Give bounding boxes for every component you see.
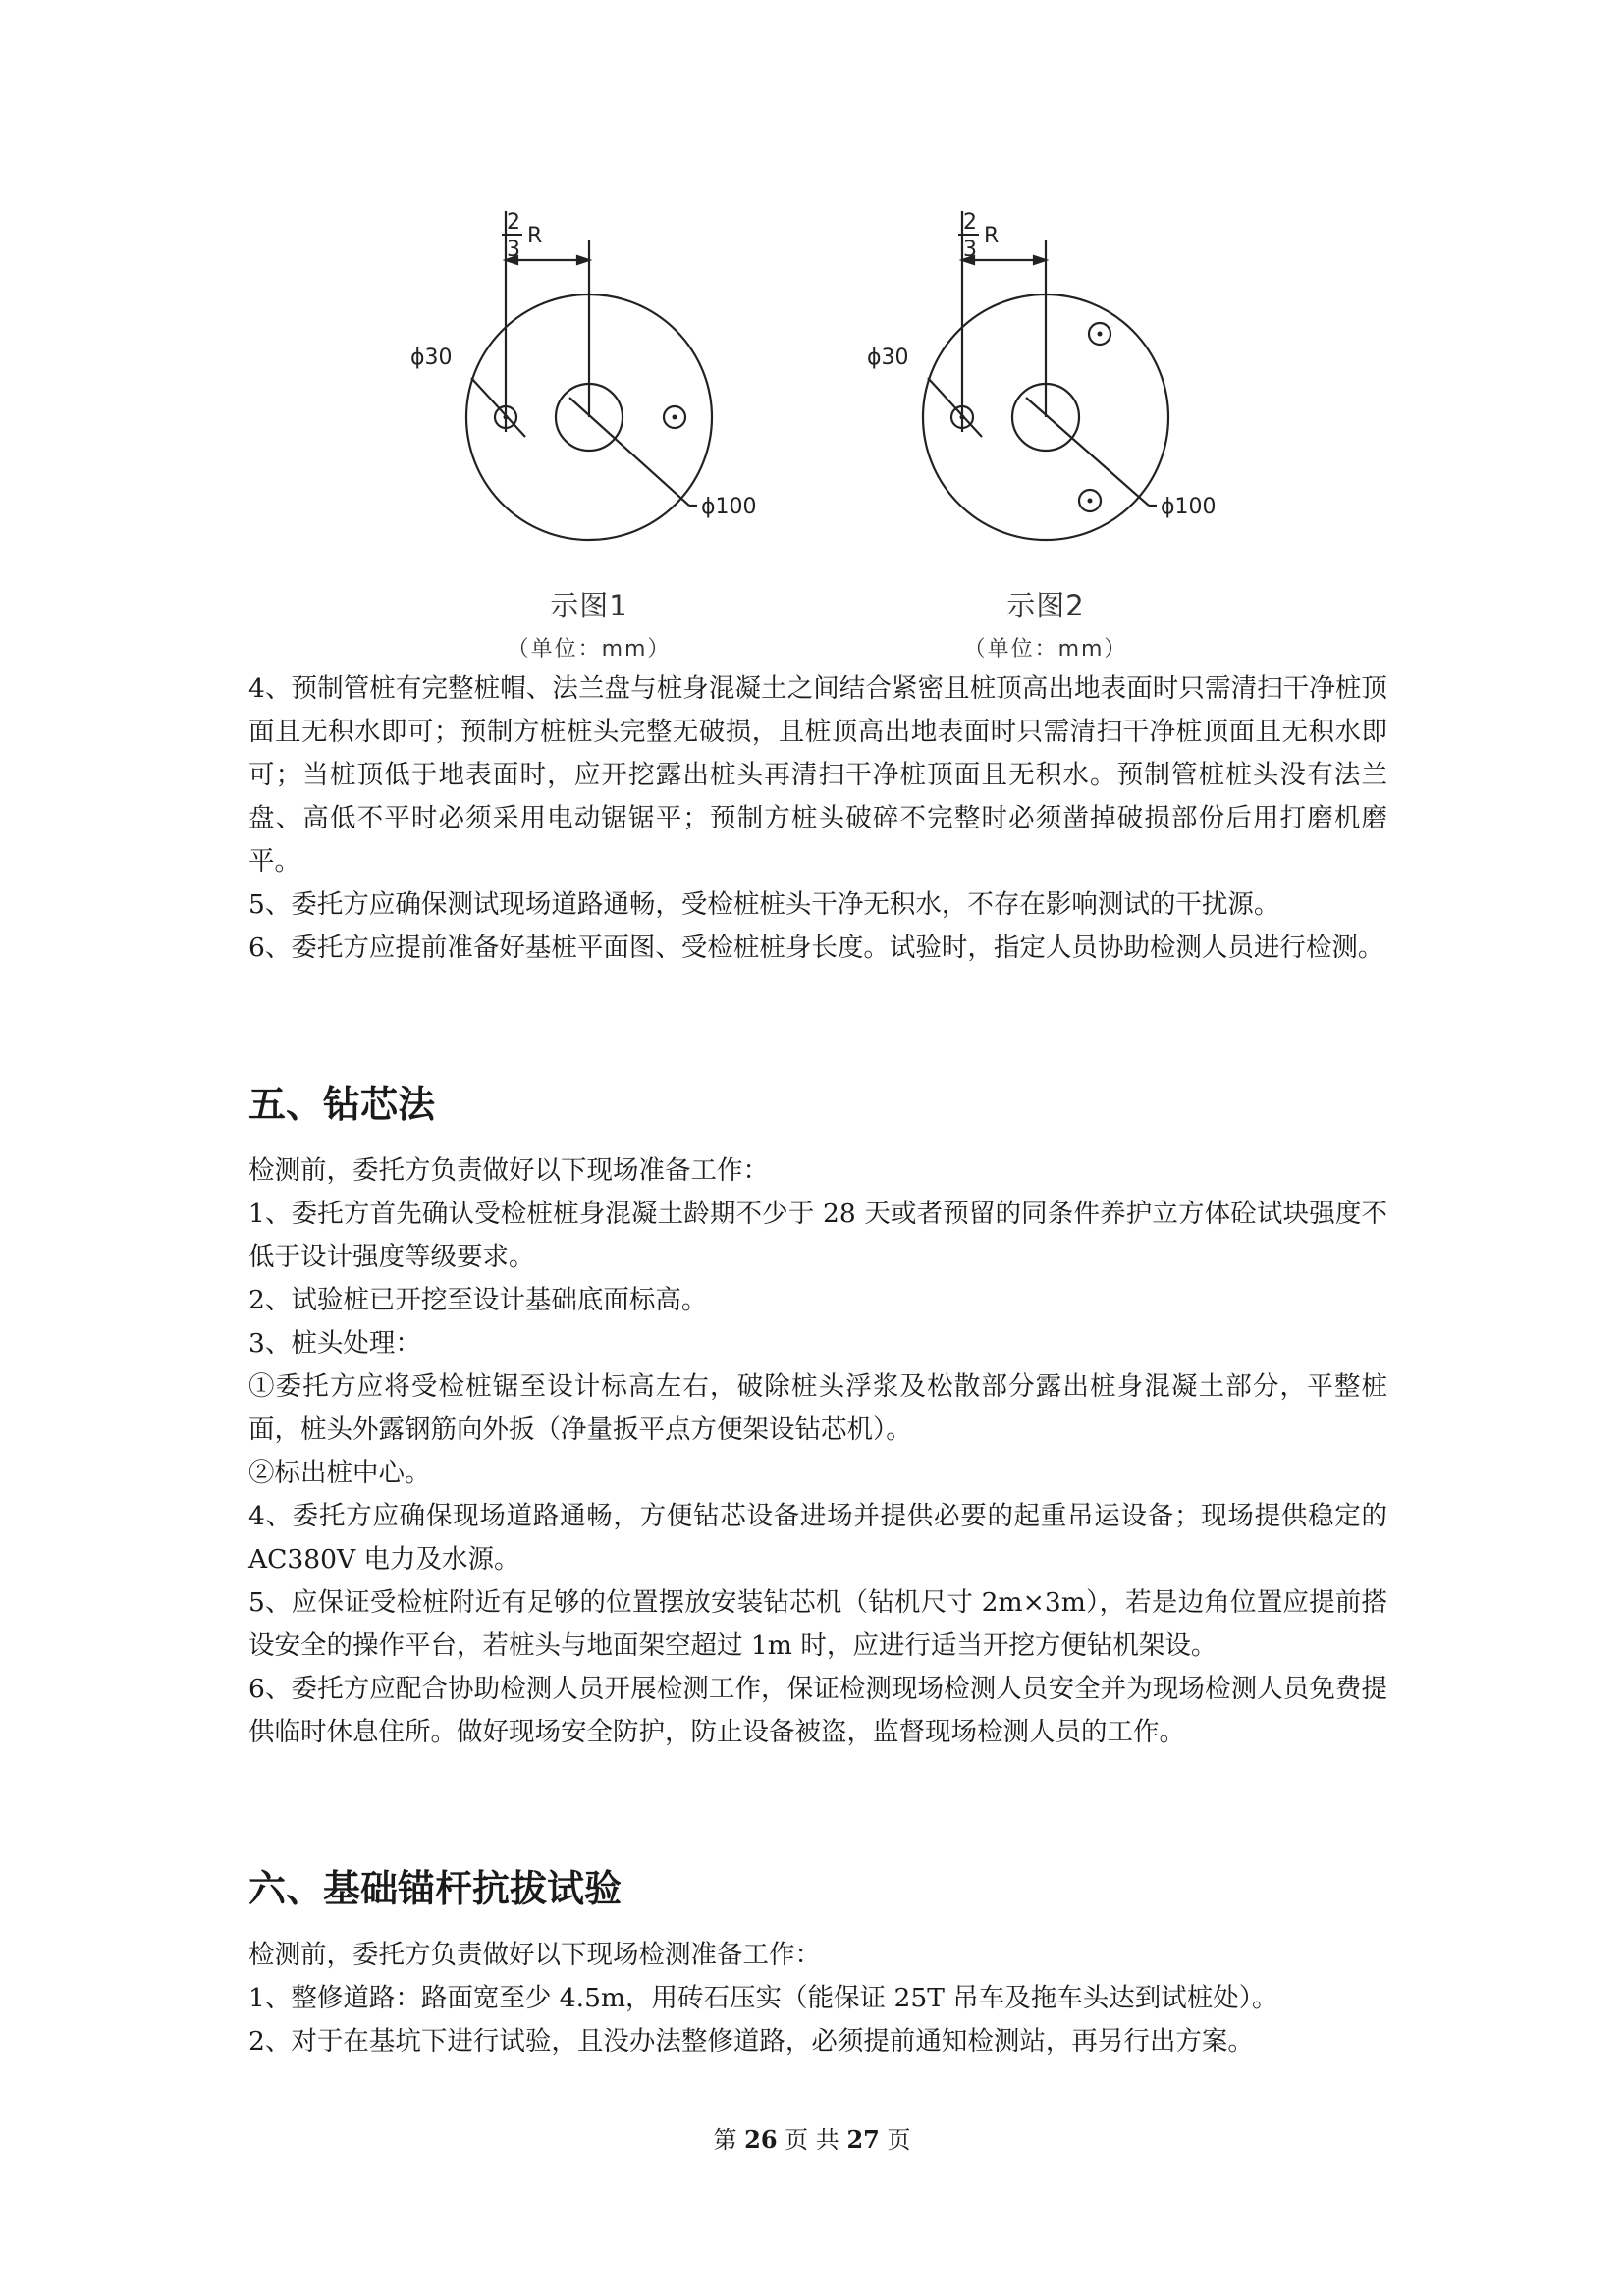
paragraph: 5、委托方应确保测试现场道路通畅，受检桩桩头干净无积水，不存在影响测试的干扰源。 [248, 889, 1280, 920]
paragraph: 1、整修道路：路面宽至少 4.5m，用砖石压实（能保证 25T 吊车及拖车头达到试桩处）。 [248, 1983, 1278, 2013]
radius-num-1: 2 [507, 210, 520, 235]
paragraph: 3、桩头处理： [248, 1328, 421, 1359]
paragraph: 检测前，委托方负责做好以下现场准备工作： [248, 1155, 769, 1186]
pile-diagram-figure [373, 191, 1257, 663]
hole-label-1: ϕ30 [410, 346, 453, 370]
radius-den-2: 3 [963, 238, 977, 262]
figure-2-title: 示图2 [1006, 589, 1085, 622]
footer-prefix: 第 [713, 2126, 737, 2154]
center-label-1: ϕ100 [701, 495, 757, 519]
radius-den-1: 3 [507, 238, 520, 262]
paragraph: 4、委托方应确保现场道路通畅，方便钻芯设备进场并提供必要的起重吊运设备；现场提供稳定的 AC380V 电力及水源。 [248, 1501, 1387, 1575]
footer-total-pages: 27 [846, 2125, 880, 2154]
footer-middle: 页 共 [785, 2126, 839, 2154]
diagram-2 [923, 211, 1168, 540]
diagram-1 [466, 211, 712, 540]
center-label-2: ϕ100 [1161, 495, 1217, 519]
page-content [248, 667, 1387, 2063]
paragraph: 4、预制管桩有完整桩帽、法兰盘与桩身混凝土之间结合紧密且桩顶高出地表面时只需清扫干净桩顶面且无积水即可；预制方桩桩头完整无破损，且桩顶高出地表面时只需清扫干净桩顶面且无积水即可；当桩顶低于地表面时，应开挖露出桩头再清扫干净桩顶面且无积水。预制管桩桩头没有法兰盘、高低不平时必须采用电动锯锯平；预制方桩头破碎不完整时必须凿掉破损部份后用打磨机磨平。 [248, 673, 1387, 877]
figure-1-title: 示图1 [550, 589, 628, 622]
paragraph: 2、试验桩已开挖至设计基础底面标高。 [248, 1285, 708, 1315]
paragraph: 6、委托方应配合协助检测人员开展检测工作，保证检测现场检测人员安全并为现场检测人员免费提供临时休息住所。做好现场安全防护，防止设备被盗，监督现场检测人员的工作。 [248, 1674, 1387, 1747]
figure-2-caption [928, 584, 1164, 663]
paragraph: ①委托方应将受检桩锯至设计标高左右，破除桩头浮浆及松散部分露出桩身混凝土部分，平整桩面，桩头外露钢筋向外扳（净量扳平点方便架设钻芯机）。 [248, 1371, 1387, 1445]
page-footer [0, 2120, 1624, 2155]
footer-suffix: 页 [887, 2126, 911, 2154]
paragraph: 6、委托方应提前准备好基桩平面图、受检桩桩身长度。试验时，指定人员协助检测人员进行检测。 [248, 933, 1384, 963]
radius-num-2: 2 [963, 210, 977, 235]
figure-2-unit: （单位：mm） [963, 637, 1128, 662]
footer-current-page: 26 [744, 2125, 778, 2154]
figure-1-caption [471, 584, 707, 663]
paragraph: 5、应保证受检桩附近有足够的位置摆放安装钻芯机（钻机尺寸 2m×3m），若是边角位置应提前搭设安全的操作平台，若桩头与地面架空超过 1m 时，应进行适当开挖方便钻机架设。 [248, 1587, 1387, 1661]
radius-r-2: R [984, 224, 1000, 248]
section-heading-six: 六、基础锚杆抗拔试验 [248, 1867, 623, 1910]
radius-r-1: R [527, 224, 543, 248]
figure-1-unit: （单位：mm） [507, 637, 672, 662]
paragraph: 2、对于在基坑下进行试验，且没办法整修道路，必须提前通知检测站，再另行出方案。 [248, 2026, 1254, 2056]
paragraph: 1、委托方首先确认受检桩桩身混凝土龄期不少于 28 天或者预留的同条件养护立方体砼试块强度不低于设计强度等级要求。 [248, 1199, 1387, 1272]
hole-label-2: ϕ30 [867, 346, 909, 370]
paragraph: 检测前，委托方负责做好以下现场检测准备工作： [248, 1940, 821, 1970]
paragraph: ②标出桩中心。 [248, 1458, 431, 1488]
section-heading-five: 五、钻芯法 [248, 1083, 436, 1126]
